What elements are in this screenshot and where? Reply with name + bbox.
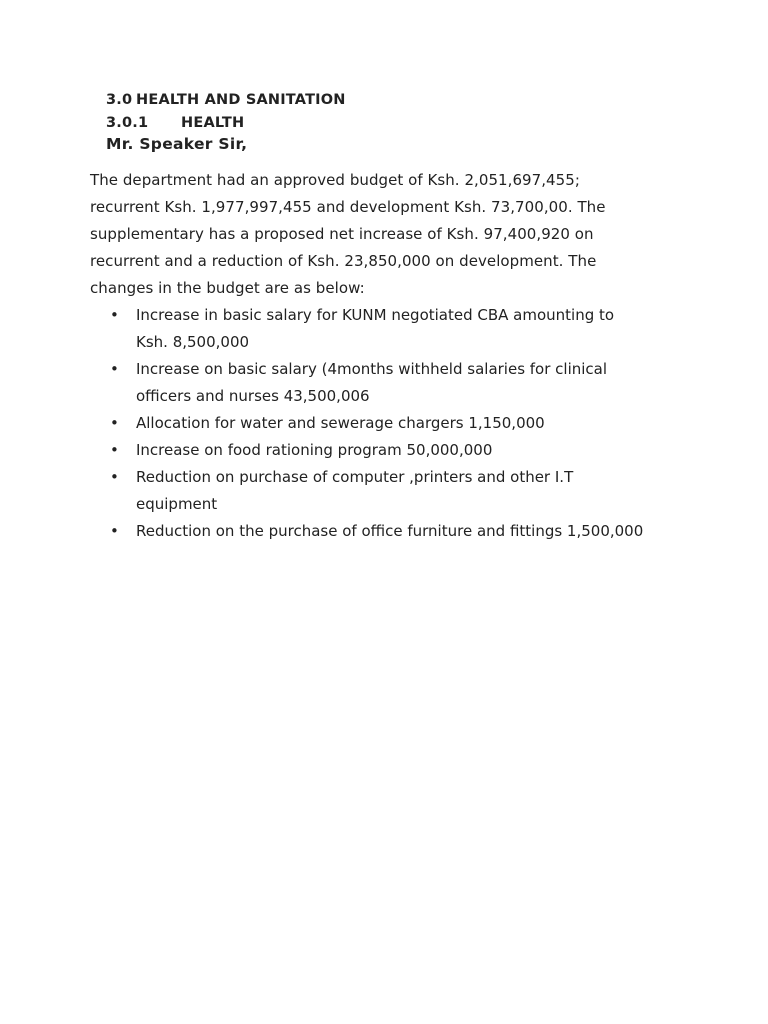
section-heading <box>106 92 346 108</box>
bullet-icon: • <box>110 306 119 324</box>
list-item <box>90 410 730 437</box>
paragraph-line: changes in the budget are as below: <box>90 279 365 297</box>
bullet-icon: • <box>110 360 119 378</box>
list-item-line: Ksh. 8,500,000 <box>136 333 250 351</box>
list-item-line: Reduction on purchase of computer ,printers and other I.T <box>136 468 574 486</box>
bullet-icon: • <box>110 522 119 540</box>
salutation: Mr. Speaker Sir, <box>106 135 248 153</box>
subsection-number: 3.0.1 <box>106 115 149 131</box>
list-item-line: Increase on food rationing program 50,000,000 <box>136 441 493 459</box>
bullet-icon: • <box>110 441 119 459</box>
budget-changes-list <box>90 302 730 545</box>
list-item-line: equipment <box>136 495 218 513</box>
bullet-icon: • <box>110 468 119 486</box>
paragraph-line: The department had an approved budget of Ksh. 2,051,697,455; <box>90 171 580 189</box>
list-item-line: Allocation for water and sewerage chargers 1,150,000 <box>136 414 545 432</box>
paragraph-line: recurrent Ksh. 1,977,997,455 and development Ksh. 73,700,00. The <box>90 198 606 216</box>
list-item <box>90 437 730 464</box>
budget-paragraph <box>90 167 670 302</box>
subsection-title: HEALTH <box>181 115 245 131</box>
section-title: HEALTH AND SANITATION <box>136 92 346 108</box>
list-item <box>90 356 730 410</box>
section-number: 3.0 <box>106 92 133 108</box>
list-item-line: Increase on basic salary (4months withheld salaries for clinical <box>136 360 608 378</box>
list-item <box>90 464 730 518</box>
list-item-line: Reduction on the purchase of office furniture and fittings 1,500,000 <box>136 522 644 540</box>
list-item-line: Increase in basic salary for KUNM negotiated CBA amounting to <box>136 306 615 324</box>
subsection-heading <box>106 115 244 131</box>
paragraph-line: supplementary has a proposed net increase of Ksh. 97,400,920 on <box>90 225 594 243</box>
bullet-icon: • <box>110 414 119 432</box>
paragraph-line: recurrent and a reduction of Ksh. 23,850,000 on development. The <box>90 252 597 270</box>
list-item-line: officers and nurses 43,500,006 <box>136 387 370 405</box>
list-item <box>90 302 730 356</box>
list-item <box>90 518 730 545</box>
